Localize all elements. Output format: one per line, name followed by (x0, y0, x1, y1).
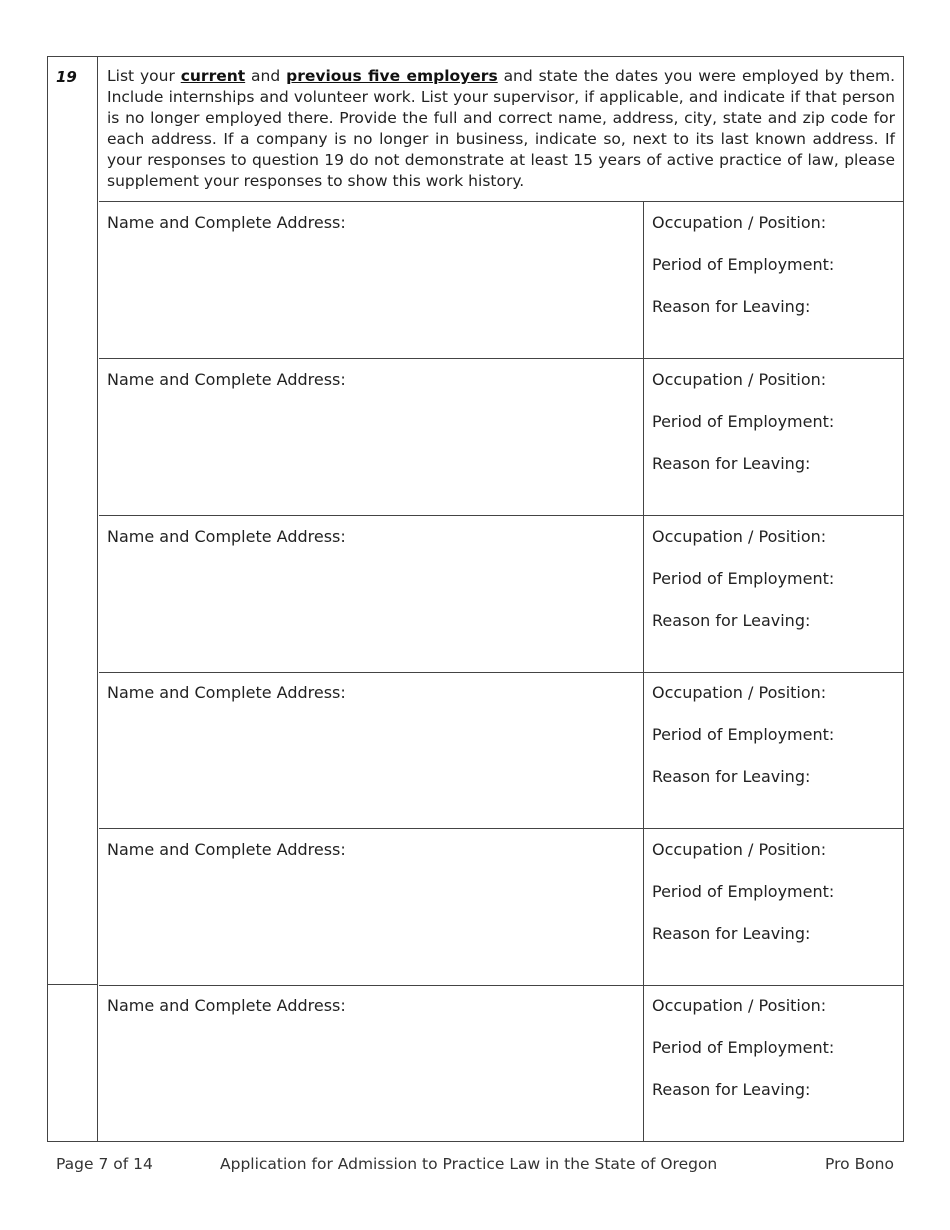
emphasis-previous-employers: previous five employers (286, 67, 498, 85)
employer-entry-4 (99, 672, 903, 829)
instructions-text: and state the dates you were employed by them. Include internships and volunteer work. List your supervisor, if applicable, and indicate if that person is no longer employed there. Provide the full and correct name, address, city, state and zip code for each address. If a company is no longer in business, indicate so, next to its last known address. If your responses to question 19 do not demonstrate at least 15 years of active practice of law, please supplement your responses to show this work history. (107, 67, 896, 190)
period-field[interactable] (652, 1038, 895, 1080)
occupation-field[interactable] (652, 213, 895, 255)
occupation-field[interactable] (652, 370, 895, 412)
reason-field[interactable] (652, 1080, 895, 1122)
period-field[interactable] (652, 412, 895, 454)
occupation-field[interactable] (652, 683, 895, 725)
period-label: Period of Employment: (652, 725, 835, 744)
reason-label: Reason for Leaving: (652, 611, 811, 630)
employer-entry-5 (99, 829, 903, 986)
occupation-field[interactable] (652, 840, 895, 882)
reason-label: Reason for Leaving: (652, 767, 811, 786)
row-divider (48, 984, 98, 985)
reason-label: Reason for Leaving: (652, 297, 811, 316)
reason-field[interactable] (652, 454, 895, 496)
employer-entry-3 (99, 516, 903, 673)
employment-details (644, 516, 903, 672)
page-number: Page 7 of 14 (56, 1155, 153, 1173)
employment-details (644, 829, 903, 985)
instructions-text: List your (107, 67, 181, 85)
instructions-text: and (245, 67, 287, 85)
period-label: Period of Employment: (652, 412, 835, 431)
reason-field[interactable] (652, 924, 895, 966)
employer-entry-1 (99, 202, 903, 359)
employer-entry-6 (99, 985, 903, 1142)
address-field[interactable] (99, 516, 644, 672)
employment-details (644, 672, 903, 828)
employment-details (644, 202, 903, 358)
period-field[interactable] (652, 569, 895, 611)
address-field[interactable] (99, 985, 644, 1142)
period-label: Period of Employment: (652, 1038, 835, 1057)
section-name: Pro Bono (825, 1155, 894, 1173)
employment-table (47, 56, 904, 1142)
occupation-label: Occupation / Position: (652, 527, 827, 546)
reason-label: Reason for Leaving: (652, 454, 811, 473)
address-field[interactable] (99, 672, 644, 828)
occupation-label: Occupation / Position: (652, 683, 827, 702)
period-field[interactable] (652, 255, 895, 297)
address-label: Name and Complete Address: (107, 527, 346, 546)
reason-label: Reason for Leaving: (652, 1080, 811, 1099)
reason-field[interactable] (652, 611, 895, 653)
address-field[interactable] (99, 359, 644, 515)
occupation-field[interactable] (652, 527, 895, 569)
reason-field[interactable] (652, 297, 895, 339)
employment-details (644, 359, 903, 515)
question-number-column (48, 57, 98, 1141)
reason-label: Reason for Leaving: (652, 924, 811, 943)
address-label: Name and Complete Address: (107, 213, 346, 232)
occupation-label: Occupation / Position: (652, 213, 827, 232)
question-number: 19 (56, 68, 77, 86)
address-label: Name and Complete Address: (107, 683, 346, 702)
occupation-label: Occupation / Position: (652, 996, 827, 1015)
period-label: Period of Employment: (652, 569, 835, 588)
period-field[interactable] (652, 882, 895, 924)
address-field[interactable] (99, 202, 644, 358)
period-label: Period of Employment: (652, 255, 835, 274)
employer-entry-2 (99, 359, 903, 516)
document-title: Application for Admission to Practice Law in the State of Oregon (220, 1155, 718, 1173)
question-instructions (99, 57, 903, 202)
address-label: Name and Complete Address: (107, 996, 346, 1015)
address-label: Name and Complete Address: (107, 370, 346, 389)
period-field[interactable] (652, 725, 895, 767)
emphasis-current: current (180, 67, 246, 85)
address-field[interactable] (99, 829, 644, 985)
period-label: Period of Employment: (652, 882, 835, 901)
address-label: Name and Complete Address: (107, 840, 346, 859)
reason-field[interactable] (652, 767, 895, 809)
occupation-label: Occupation / Position: (652, 370, 827, 389)
employment-details (644, 985, 903, 1142)
occupation-label: Occupation / Position: (652, 840, 827, 859)
occupation-field[interactable] (652, 996, 895, 1038)
